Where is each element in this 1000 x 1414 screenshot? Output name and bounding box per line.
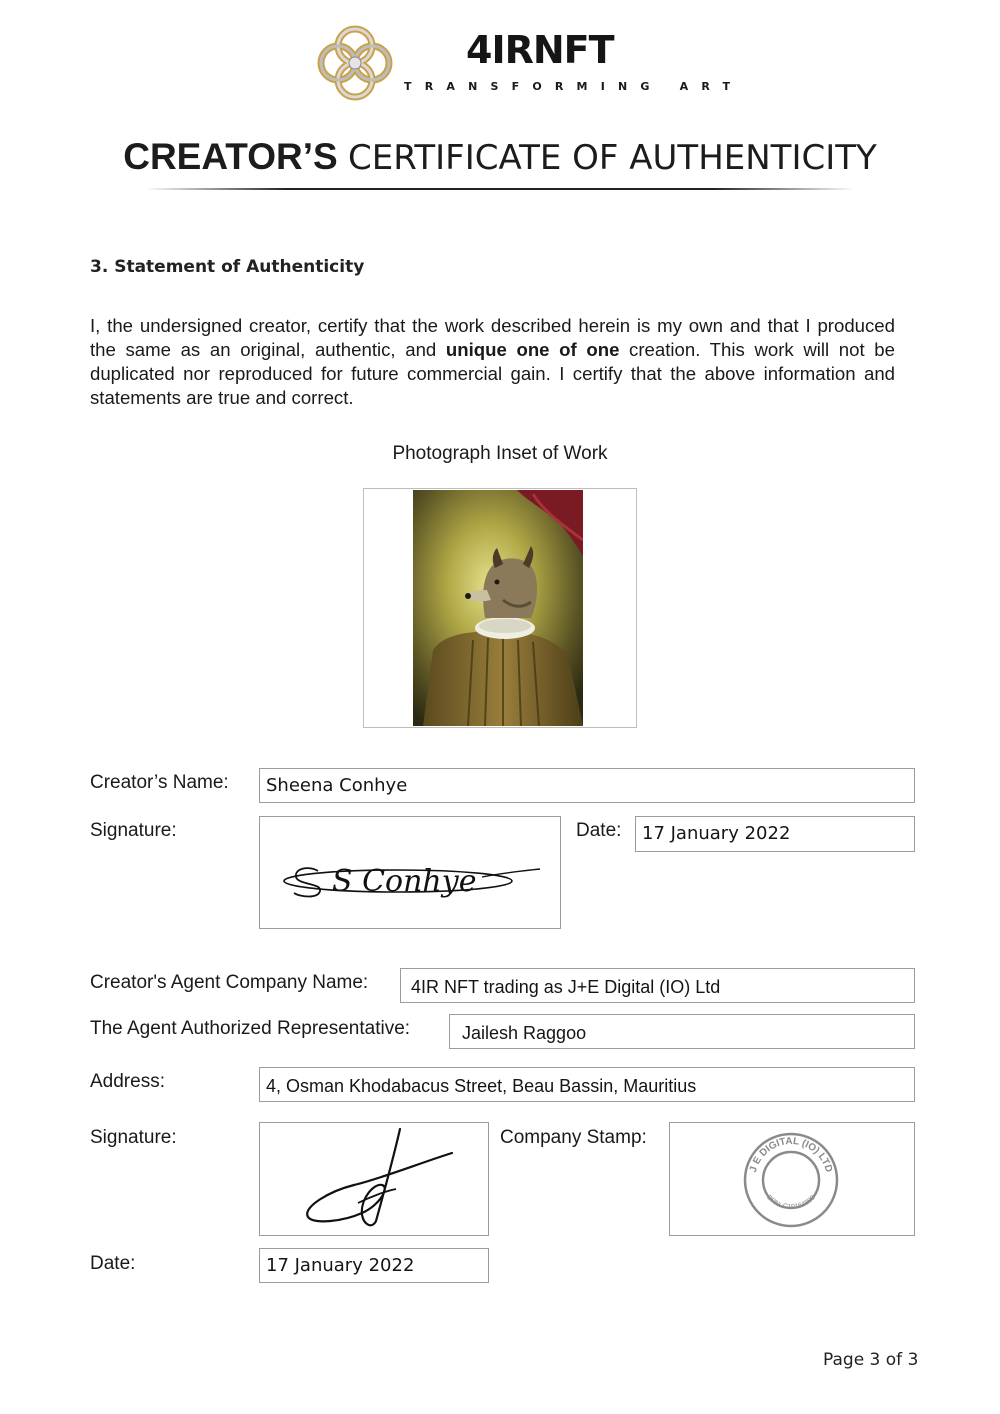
statement-text-2: creation. This work will not be duplicated nor reproduced for future commercial gain. I certify that the above information and statements are true and correct.	[90, 339, 895, 408]
brand-name: 4IRNFT	[466, 28, 614, 72]
agent-rep-field	[449, 1014, 915, 1049]
title-bold: CREATOR’S	[123, 136, 338, 177]
agent-date-label: Date:	[90, 1253, 136, 1274]
stamp-text-top: J E DIGITAL (IO) LTD	[747, 1135, 835, 1174]
company-stamp-box	[669, 1122, 915, 1236]
photo-caption: Photograph Inset of Work	[392, 443, 608, 464]
creator-date-value: 17 January 2022	[642, 823, 791, 844]
creator-name-field	[259, 768, 915, 803]
page-title	[0, 136, 1000, 178]
agent-signature-box	[259, 1122, 489, 1236]
page-number: Page 3 of 3	[823, 1350, 919, 1370]
creator-date-field	[635, 816, 915, 852]
stamp-text-bottom: BRN: C19164809	[765, 1194, 817, 1211]
infinity-knot-logo-icon	[316, 24, 394, 102]
title-divider	[145, 188, 855, 190]
agent-address-field	[259, 1067, 915, 1102]
agent-rep-value: Jailesh Raggoo	[462, 1023, 587, 1043]
creator-signature-box	[259, 816, 561, 929]
company-stamp-image	[741, 1130, 841, 1230]
statement-paragraph	[90, 314, 895, 410]
agent-company-value: 4IR NFT trading as J+E Digital (IO) Ltd	[411, 977, 721, 997]
svg-text:BRN: C19164809	[765, 1194, 817, 1211]
statement-text-1: I, the undersigned creator, certify that the work described herein is my own and that I produced the same as an original, authentic, and	[90, 315, 895, 360]
agent-rep-label: The Agent Authorized Representative:	[90, 1018, 411, 1039]
agent-date-value: 17 January 2022	[266, 1255, 415, 1276]
creator-signature-label: Signature:	[90, 820, 177, 841]
agent-company-label: Creator's Agent Company Name:	[90, 972, 369, 993]
agent-signature-label: Signature:	[90, 1127, 177, 1148]
agent-signature-image	[300, 1125, 460, 1231]
agent-address-value: 4, Osman Khodabacus Street, Beau Bassin, Mauritius	[266, 1076, 697, 1096]
creator-signature-image	[282, 847, 542, 907]
statement-text-bold: unique one of one	[445, 339, 620, 360]
creator-signature-text: S Conhye	[332, 864, 477, 899]
section-heading: 3. Statement of Authenticity	[90, 257, 365, 277]
artwork-image	[413, 490, 583, 726]
agent-address-label: Address:	[90, 1071, 165, 1092]
creator-name-value: Sheena Conhye	[266, 775, 408, 796]
agent-date-field	[259, 1248, 489, 1283]
title-light: CERTIFICATE OF AUTHENTICITY	[347, 138, 877, 178]
svg-text:J E DIGITAL (IO) LTD	[748, 1136, 834, 1174]
brand-tagline: TRANSFORMING ART	[404, 80, 744, 93]
agent-company-field	[400, 968, 915, 1003]
creator-name-label: Creator’s Name:	[90, 772, 229, 793]
company-stamp-label: Company Stamp:	[500, 1127, 647, 1148]
creator-date-label: Date:	[576, 820, 622, 841]
photo-frame	[363, 488, 637, 728]
